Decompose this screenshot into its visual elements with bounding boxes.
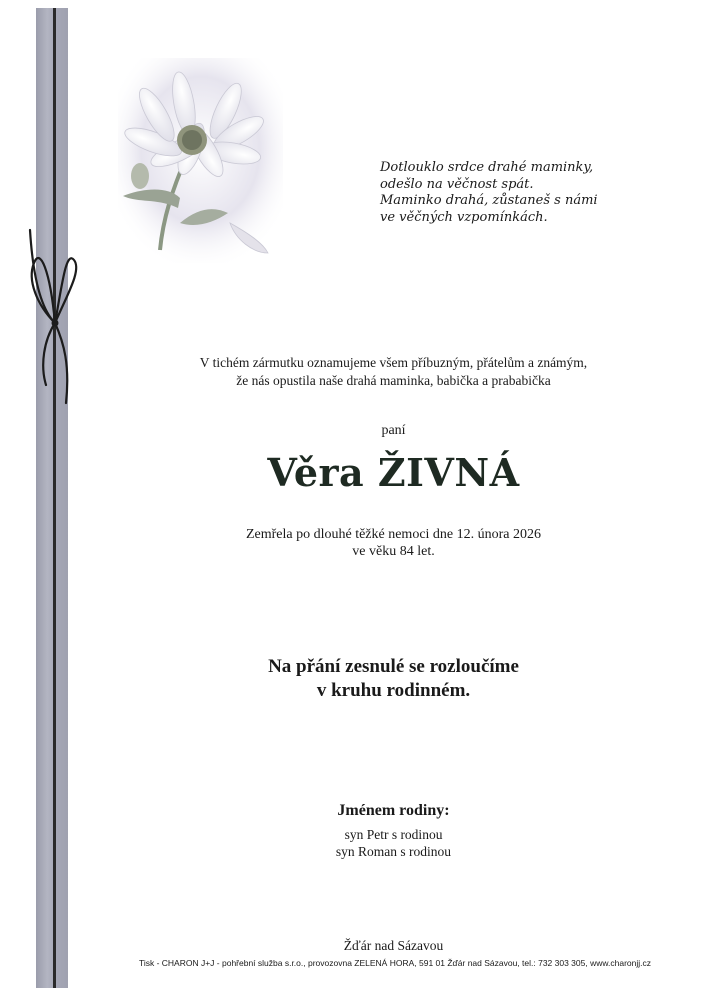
death-info-line: Zemřela po dlouhé těžké nemoci dne 12. února 2026 [245,527,542,542]
farewell-wish [100,655,687,703]
family-member: syn Roman s rodinou [335,844,452,859]
family-members [100,826,687,860]
farewell-wish-line: v kruhu rodinném. [316,680,471,701]
death-info-line: ve věku 84 let. [352,544,435,559]
ribbon-bow-icon [22,225,92,410]
family-member: syn Petr s rodinou [344,827,443,842]
family-heading: Jménem rodiny: [337,802,450,819]
announcement-line: že nás opustila naše drahá maminka, babička a prababička [236,373,551,388]
verse-line: ve věčných vzpomínkách. [380,209,548,225]
death-info [100,526,687,560]
farewell-wish-line: Na přání zesnulé se rozloučíme [268,656,519,677]
verse-line: Dotlouklo srdce drahé maminky, [380,160,594,175]
decorative-side-stripe [36,8,68,988]
title-word: paní [381,423,406,438]
announcement-line: V tichém zármutku oznamujeme všem příbuzným, přátelům a známým, [199,355,588,370]
deceased-name: Věra ŽIVNÁ [267,450,520,495]
verse-line: odešlo na věčnost spát. [380,176,534,192]
ribbon-line [53,8,56,988]
daisy-image-icon [118,58,283,263]
announcement [100,354,687,390]
town: Žďár nad Sázavou [343,938,444,953]
printer-line: Tisk - CHARON J+J - pohřební služba s.r.o., provozovna ZELENÁ HORA, 591 01 Žďár nad Sázavou, tel.: 732 303 305, www.charonjj.cz [138,958,652,968]
verse-line: Maminko drahá, zůstaneš s námi [380,193,598,208]
memorial-verse [380,160,680,226]
